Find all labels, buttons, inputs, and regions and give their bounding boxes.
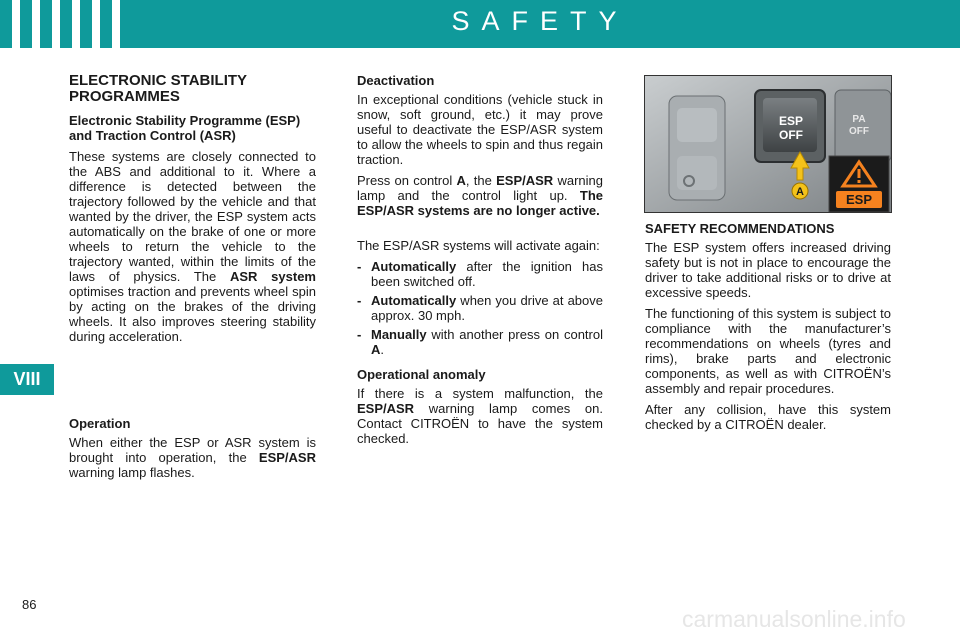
esp-off-button <box>755 90 825 162</box>
reactivation-list <box>357 259 603 357</box>
callout-a-icon <box>792 183 808 199</box>
header-stripe <box>52 0 60 48</box>
operation-heading: Operation <box>69 416 131 431</box>
header-stripe <box>72 0 80 48</box>
svg-text:OFF: OFF <box>779 128 803 142</box>
column-deactivation <box>357 73 603 452</box>
side-button <box>835 90 891 162</box>
recommendations-heading: SAFETY RECOMMENDATIONS <box>645 221 835 236</box>
esp-control-photo <box>644 75 892 213</box>
page-number: 86 <box>22 597 37 612</box>
watermark: carmanualsonline.info <box>682 606 906 632</box>
header-stripe <box>112 0 120 48</box>
column-safety-recommendations <box>645 221 891 438</box>
header-stripe <box>92 0 100 48</box>
esp-warning-lamp-icon <box>829 156 889 212</box>
column-esp-intro <box>69 73 316 350</box>
list-item: - Automatically after the ignition has been switched off. <box>357 259 603 289</box>
list-item: - Manually with another press on control A. <box>357 327 603 357</box>
recommendation-paragraph: After any collision, have this system checked by a CITROËN dealer. <box>645 402 891 432</box>
operation-text: When either the ESP or ASR system is brought into operation, the ESP/ASR warning lamp flashes. <box>69 435 316 480</box>
dashboard-illustration <box>645 76 891 212</box>
svg-text:OFF: OFF <box>849 126 869 137</box>
svg-text:PA: PA <box>852 114 866 125</box>
section-heading: ELECTRONIC STABILITY PROGRAMMES <box>69 72 247 105</box>
left-switch <box>669 96 725 200</box>
deactivation-text: In exceptional conditions (vehicle stuck in snow, soft ground, etc.) it may prove useful to deactivate the ESP/ASR system to allow the wheels to spin and thus regain traction. <box>357 92 603 167</box>
reactivation-intro: The ESP/ASR systems will activate again: <box>357 238 600 253</box>
operation-section <box>69 416 316 480</box>
page-header <box>0 0 960 48</box>
press-instruction: Press on control A, the ESP/ASR warning lamp and the control light up. The ESP/ASR systems are no longer active. <box>357 173 603 218</box>
svg-text:A: A <box>796 186 804 198</box>
anomaly-heading: Operational anomaly <box>357 367 486 382</box>
recommendation-paragraph: The ESP system offers increased driving safety but is not in place to encourage the driver to take additional risks or to drive at excessive speeds. <box>645 240 891 300</box>
deactivation-heading: Deactivation <box>357 73 435 88</box>
chapter-tab: VIII <box>0 364 54 395</box>
header-stripe <box>32 0 40 48</box>
header-stripe <box>12 0 20 48</box>
esp-description: These systems are closely connected to the ABS and additional to it. Where a difference is detected between the trajectory followed by the vehicle and that wanted by the driver, the ESP system acts automatically on the brake of one or more wheels to return the vehicle to the trajectory wanted, within the limits of the laws of physics. The ASR system optimises traction and prevents wheel spin by acting on the brakes of the driving wheels. It also improves steering stability during acceleration. <box>69 149 316 344</box>
recommendation-paragraph: The functioning of this system is subject to compliance with the manufacturer’s recommendations on wheels (tyres and rims), brake parts and electronic components, as well as with CITROËN’s assembly and repair procedures. <box>645 306 891 396</box>
svg-text:ESP: ESP <box>845 192 873 207</box>
subsection-heading: Electronic Stability Programme (ESP) and Traction Control (ASR) <box>69 113 301 143</box>
anomaly-text: If there is a system malfunction, the ESP/ASR warning lamp comes on. Contact CITROËN to have the system checked. <box>357 386 603 446</box>
page-title: SAFETY <box>451 6 629 36</box>
svg-text:ESP: ESP <box>778 114 804 128</box>
list-item: - Automatically when you drive at above approx. 30 mph. <box>357 293 603 323</box>
